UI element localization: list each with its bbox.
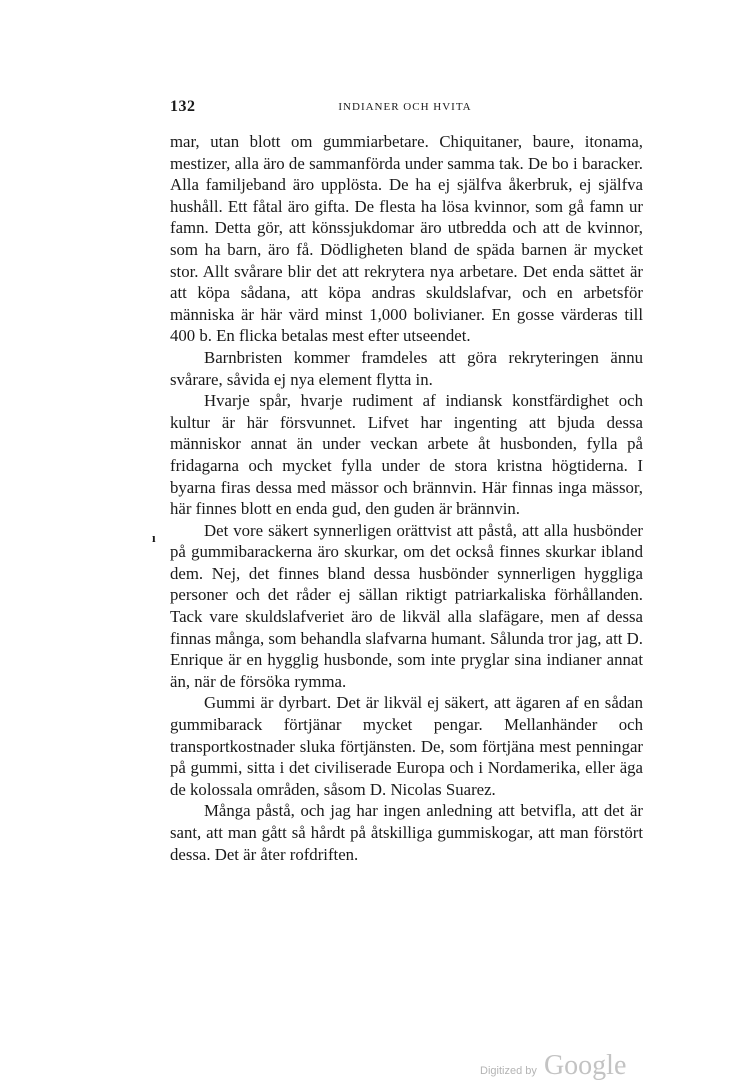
google-logo: Google: [543, 1050, 627, 1081]
paragraph-3: Hvarje spår, hvarje rudiment af indiansk konstfärdighet och kultur är här försvunnet. Lifvet har ingenting att bjuda dessa människor annat än under veckan arbete åt husbonden, fylla på fridagarna och mycket fylla under de stora kristna högtiderna. I byarna firas dessa med mässor och brännvin. Här finnas inga mässor, här finnes blott en enda gud, den guden är brännvin.: [170, 391, 643, 519]
watermark-prefix: Digitized by: [480, 1065, 537, 1077]
paragraph-2: Barnbristen kommer framdeles att göra rekryteringen ännu svårare, såvida ej nya element flytta in.: [170, 347, 643, 389]
paragraph-6: Många påstå, och jag har ingen anledning att betvifla, att det är sant, att man gått så hårdt på åtskilliga gummiskogar, att man förstört dessa. Det är åter rofdriften.: [170, 801, 643, 864]
page-header: [170, 98, 640, 118]
paragraph-1: mar, utan blott om gummiarbetare. Chiquitaner, baure, itonama, mestizer, alla äro de sammanförda under samma tak. De bo i baracker. Alla familjeband äro upplösta. De ha ej själfva åkerbruk, ej själfva hushåll. Ett fåtal äro gifta. De flesta ha lösa kvinnor, som gå famn ur famn. Detta gör, att könssjukdomar äro utbredda och att de kvinnor, som ha barn, äro få. Dödligheten bland de späda barnen är mycket stor. Allt svårare blir det att rekrytera nya arbetare. Det enda sättet är att köpa sådana, att köpa andras skuldslafvar, och en arbetsför människa är här värd minst 1,000 bolivianer. En gosse värderas till 400 b. En flicka betalas mest efter utseendet.: [170, 132, 643, 346]
page-number: 132: [170, 98, 196, 115]
paragraph-4: Det vore säkert synnerligen orättvist att påstå, att alla husbönder på gummibarackerna äro skurkar, om det också finnes skurkar ibland dem. Nej, det finnes bland dessa husbönder synnerligen hyggliga personer och det råder ej sällan riktigt patriarkaliska förhållanden. Tack vare skuldslafveriet äro de likväl alla slafägare, men af dessa finnas många, som behandla slafvarna humant. Sålunda tror jag, att D. Enrique är en hygglig husbonde, som inte pryglar sina indianer annat än, när de försöka rymma.: [170, 520, 643, 691]
digitized-watermark: [480, 1050, 626, 1080]
running-title: INDIANER OCH HVITA: [338, 101, 472, 113]
margin-mark: ı: [152, 530, 156, 545]
paragraph-5: Gummi är dyrbart. Det är likväl ej säkert, att ägaren af en sådan gummibarack förtjänar mycket pengar. Mellanhänder och transportkostnader sluka förtjänsten. De, som förtjäna mest penningar på gummi, sitta i det civiliserade Europa och i Nordamerika, eller äga de kolossala områden, såsom D. Nicolas Suarez.: [170, 693, 643, 799]
body-text: [170, 131, 643, 865]
